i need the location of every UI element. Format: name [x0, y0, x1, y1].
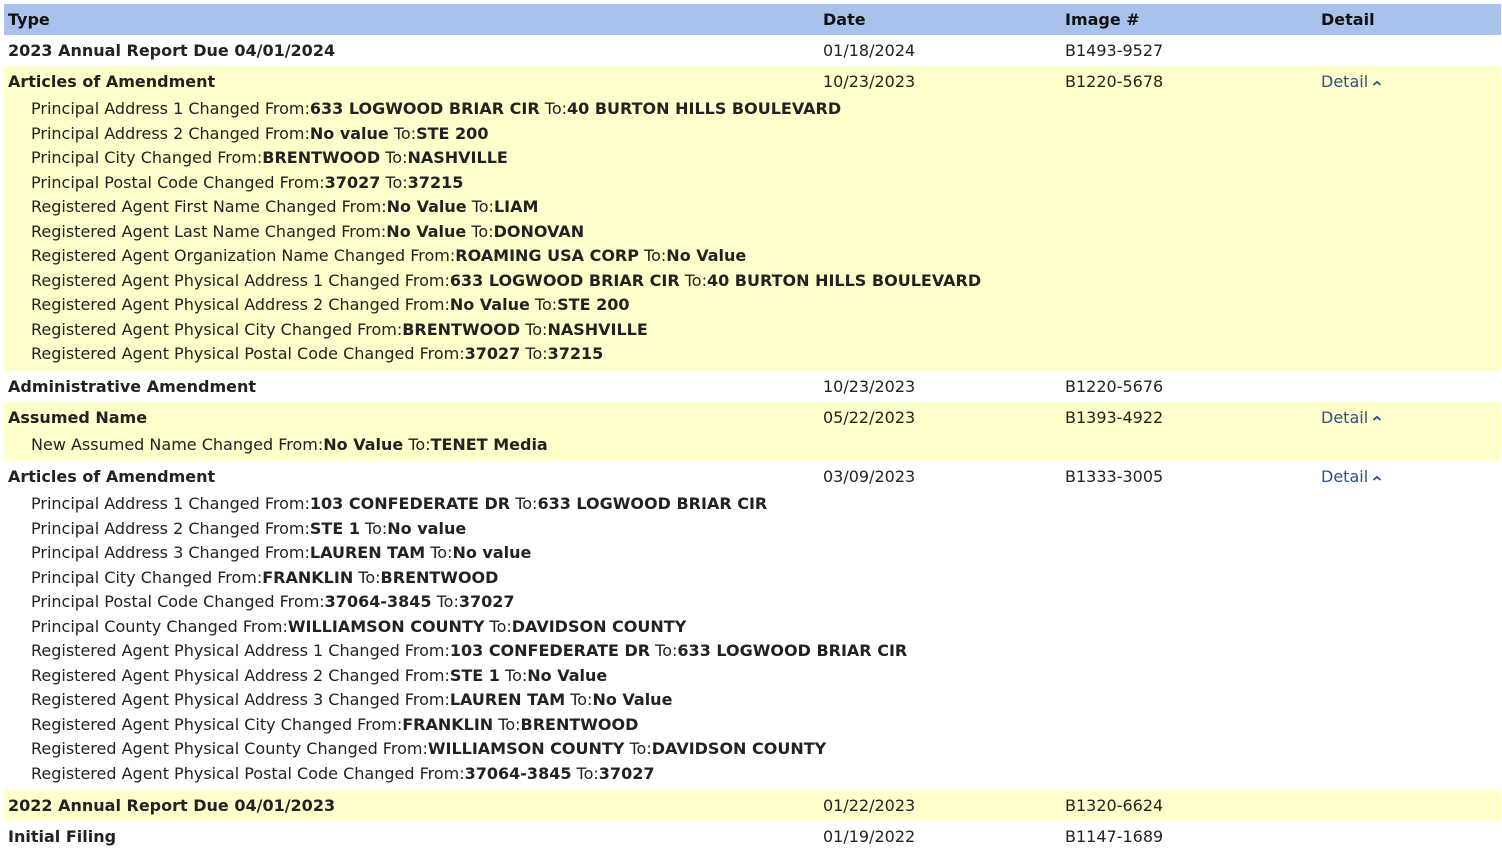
change-field: Registered Agent Physical Address 1 [31, 641, 324, 660]
change-detail-row [4, 433, 1501, 462]
new-value: STE 200 [416, 123, 489, 143]
new-value: 37027 [458, 592, 515, 611]
image-number: B1493-9527 [1065, 41, 1164, 60]
detail-link-label: Detail [1321, 467, 1369, 486]
changed-from-label: Changed From: [338, 344, 465, 363]
to-label: To: [520, 344, 548, 363]
old-value: ROAMING USA CORP [455, 246, 639, 265]
changed-from-label: Changed From: [338, 763, 465, 783]
image-number: B1320-6624 [1065, 796, 1164, 815]
chevron-up-icon [1372, 413, 1382, 423]
new-value: No value [387, 518, 467, 538]
filing-date: 10/23/2023 [823, 376, 916, 396]
change-field: Principal County [31, 616, 162, 636]
change-item [31, 664, 1501, 689]
change-item [31, 713, 1501, 738]
new-value: 37027 [598, 763, 655, 783]
old-value: No Value [386, 221, 467, 241]
old-value: 37064-3845 [324, 592, 432, 611]
changed-from-label: Changed From: [259, 221, 387, 241]
change-field: Registered Agent Physical City [31, 714, 276, 734]
change-item [31, 171, 1501, 196]
new-value: LIAM [493, 197, 539, 216]
to-label: To: [499, 665, 528, 685]
image-number: B1333-3005 [1065, 467, 1164, 486]
change-field: Principal Address 3 [31, 543, 184, 562]
new-value: No value [452, 543, 532, 562]
to-label: To: [624, 739, 652, 758]
change-item [31, 737, 1501, 762]
changed-from-label: Changed From: [323, 690, 450, 709]
to-label: To: [510, 494, 538, 513]
changed-from-label: Changed From: [275, 714, 403, 734]
change-field: Registered Agent Physical Address 2 [31, 295, 324, 314]
old-value: LAUREN TAM [449, 690, 566, 709]
detail-cell [1317, 790, 1501, 821]
detail-link-label: Detail [1321, 407, 1369, 427]
new-value: DONOVAN [493, 221, 585, 241]
old-value: No Value [386, 197, 467, 216]
old-value: No Value [323, 434, 404, 454]
changed-from-label: Changed From: [183, 543, 310, 562]
filing-date: 01/19/2022 [823, 827, 916, 846]
filing-type: 2022 Annual Report Due 04/01/2023 [8, 796, 336, 815]
change-item [31, 318, 1501, 343]
change-field: Registered Agent Physical Postal Code [31, 344, 338, 363]
new-value: TENET Media [430, 434, 548, 454]
image-number: B1220-5678 [1065, 72, 1164, 91]
changed-from-label: Changed From: [260, 197, 387, 216]
filing-type: Assumed Name [8, 407, 148, 427]
to-label: To: [431, 592, 459, 611]
to-label: To: [638, 246, 667, 265]
filing-type: Articles of Amendment [8, 72, 216, 91]
to-label: To: [466, 197, 494, 216]
change-item [31, 342, 1501, 367]
changed-from-label: Changed From: [183, 123, 310, 143]
change-item [31, 762, 1501, 787]
changed-from-label: Changed From: [323, 641, 450, 660]
to-label: To: [425, 543, 453, 562]
old-value: 633 LOGWOOD BRIAR CIR [309, 99, 540, 118]
change-item [31, 122, 1501, 147]
changed-from-label: Changed From: [183, 99, 310, 118]
to-label: To: [493, 714, 521, 734]
detail-toggle-link[interactable] [1321, 467, 1382, 486]
change-field: Registered Agent Physical Address 1 [31, 270, 324, 290]
old-value: 103 CONFEDERATE DR [449, 641, 651, 660]
detail-cell [1317, 461, 1501, 492]
filing-type: Administrative Amendment [8, 376, 257, 396]
change-item [31, 269, 1501, 294]
table-row [4, 66, 1501, 97]
to-label: To: [520, 319, 548, 339]
table-row [4, 461, 1501, 492]
to-label: To: [529, 295, 558, 314]
new-value: 633 LOGWOOD BRIAR CIR [537, 494, 768, 513]
to-label: To: [650, 641, 678, 660]
old-value: 37064-3845 [464, 763, 572, 783]
image-number: B1220-5676 [1065, 376, 1164, 396]
change-field: Principal Postal Code [31, 592, 199, 611]
new-value: 37215 [547, 344, 604, 363]
change-field: Registered Agent Physical County [31, 739, 302, 758]
old-value: 633 LOGWOOD BRIAR CIR [449, 270, 680, 290]
change-detail-row [4, 97, 1501, 371]
change-list [4, 97, 1501, 371]
changed-from-label: Changed From: [323, 665, 450, 685]
old-value: STE 1 [449, 665, 500, 685]
change-item [31, 639, 1501, 664]
to-label: To: [484, 616, 512, 636]
change-item [31, 195, 1501, 220]
old-value: WILLIAMSON COUNTY [287, 616, 485, 636]
to-label: To: [388, 123, 417, 143]
change-item [31, 615, 1501, 640]
detail-cell [1317, 821, 1501, 852]
new-value: STE 200 [557, 295, 630, 314]
change-field: Registered Agent First Name [31, 197, 261, 216]
new-value: BRENTWOOD [520, 714, 639, 734]
changed-from-label: Changed From: [323, 295, 450, 314]
old-value: No Value [449, 295, 530, 314]
detail-cell [1317, 402, 1501, 433]
filing-date: 01/22/2023 [823, 796, 916, 815]
new-value: No Value [592, 690, 673, 709]
change-item [31, 492, 1501, 517]
column-header-type: Type [8, 10, 50, 29]
column-header-image: Image # [1065, 10, 1140, 29]
new-value: DAVIDSON COUNTY [511, 616, 687, 636]
detail-toggle-link[interactable] [1321, 408, 1382, 427]
changed-from-label: Changed From: [161, 616, 288, 636]
to-label: To: [353, 567, 381, 587]
old-value: 103 CONFEDERATE DR [309, 494, 511, 513]
change-field: Registered Agent Organization Name [31, 246, 329, 265]
changed-from-label: Changed From: [198, 592, 325, 611]
detail-cell [1317, 35, 1501, 66]
changed-from-label: Changed From: [328, 246, 456, 265]
old-value: No value [309, 123, 389, 143]
filing-type: Articles of Amendment [8, 467, 216, 486]
new-value: 40 BURTON HILLS BOULEVARD [706, 270, 982, 290]
column-header-date: Date [823, 10, 866, 29]
old-value: BRENTWOOD [402, 319, 521, 339]
new-value: BRENTWOOD [380, 567, 499, 587]
new-value: 37215 [407, 172, 464, 192]
to-label: To: [565, 690, 593, 709]
change-item [31, 590, 1501, 615]
table-row [4, 790, 1501, 821]
detail-toggle-link[interactable] [1321, 72, 1382, 91]
to-label: To: [359, 518, 388, 538]
change-field: Principal City [31, 567, 136, 587]
table-row [4, 821, 1501, 852]
filing-date: 01/18/2024 [823, 41, 916, 60]
change-item [31, 293, 1501, 318]
old-value: WILLIAMSON COUNTY [427, 739, 625, 758]
change-detail-row [4, 492, 1501, 790]
detail-cell [1317, 66, 1501, 97]
change-field: Registered Agent Physical Postal Code [31, 763, 338, 783]
chevron-up-icon [1372, 78, 1382, 88]
changed-from-label: Changed From: [198, 172, 325, 192]
detail-cell [1317, 371, 1501, 402]
old-value: 37027 [464, 344, 521, 363]
change-field: Principal Address 1 [31, 99, 184, 118]
old-value: STE 1 [309, 518, 360, 538]
image-number: B1393-4922 [1065, 407, 1164, 427]
changed-from-label: Changed From: [183, 494, 310, 513]
table-row [4, 402, 1501, 433]
filing-date: 03/09/2023 [823, 467, 916, 486]
change-item [31, 244, 1501, 269]
change-item [31, 433, 1501, 458]
new-value: NASHVILLE [547, 319, 648, 339]
change-item [31, 517, 1501, 542]
new-value: 633 LOGWOOD BRIAR CIR [677, 641, 908, 660]
new-value: DAVIDSON COUNTY [651, 739, 827, 758]
new-value: No Value [666, 246, 747, 265]
to-label: To: [403, 434, 431, 454]
image-number: B1147-1689 [1065, 827, 1164, 846]
to-label: To: [380, 172, 408, 192]
change-item [31, 688, 1501, 713]
change-field: Principal Address 1 [31, 494, 184, 513]
table-header-row [4, 4, 1501, 35]
to-label: To: [679, 270, 707, 290]
filing-rows [4, 35, 1501, 852]
filing-date: 05/22/2023 [823, 407, 916, 427]
column-header-detail: Detail [1321, 10, 1375, 29]
old-value: LAUREN TAM [309, 543, 426, 562]
filing-date: 10/23/2023 [823, 72, 916, 91]
change-field: Registered Agent Physical Address 3 [31, 690, 324, 709]
new-value: 40 BURTON HILLS BOULEVARD [567, 99, 842, 118]
to-label: To: [571, 763, 599, 783]
change-field: Registered Agent Physical City [31, 319, 276, 339]
filing-history-table [4, 4, 1501, 852]
old-value: 37027 [324, 172, 381, 192]
change-field: Principal Postal Code [31, 172, 199, 192]
change-field: Principal Address 2 [31, 123, 184, 143]
changed-from-label: Changed From: [135, 567, 263, 587]
change-field: Registered Agent Last Name [31, 221, 260, 241]
changed-from-label: Changed From: [135, 148, 263, 167]
to-label: To: [380, 148, 408, 167]
chevron-up-icon [1372, 473, 1382, 483]
changed-from-label: Changed From: [183, 518, 310, 538]
table-row [4, 371, 1501, 402]
change-item [31, 220, 1501, 245]
changed-from-label: Changed From: [323, 270, 450, 290]
change-item [31, 146, 1501, 171]
change-list [4, 492, 1501, 790]
changed-from-label: Changed From: [301, 739, 428, 758]
old-value: FRANKLIN [262, 567, 354, 587]
to-label: To: [539, 99, 567, 118]
change-field: Principal City [31, 148, 136, 167]
new-value: No Value [527, 665, 608, 685]
change-item [31, 566, 1501, 591]
change-field: Registered Agent Physical Address 2 [31, 665, 324, 685]
old-value: BRENTWOOD [262, 148, 381, 167]
filing-type: 2023 Annual Report Due 04/01/2024 [8, 41, 336, 60]
table-row [4, 35, 1501, 66]
filing-history [4, 4, 1501, 852]
detail-link-label: Detail [1321, 72, 1369, 91]
change-list [4, 433, 1501, 462]
change-field: Principal Address 2 [31, 518, 184, 538]
change-field: New Assumed Name [31, 434, 197, 454]
old-value: FRANKLIN [402, 714, 494, 734]
changed-from-label: Changed From: [196, 434, 324, 454]
new-value: NASHVILLE [407, 148, 508, 167]
to-label: To: [466, 221, 494, 241]
change-item [31, 541, 1501, 566]
change-item [31, 97, 1501, 122]
filing-type: Initial Filing [8, 827, 117, 846]
changed-from-label: Changed From: [275, 319, 403, 339]
